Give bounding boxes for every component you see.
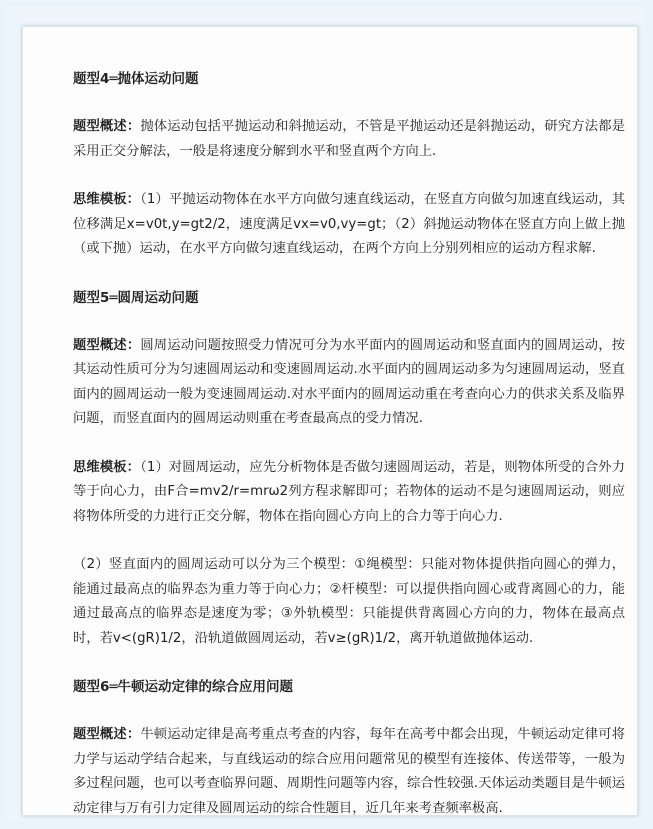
template-text: （1）平抛运动物体在水平方向做匀速直线运动，在竖直方向做匀加速直线运动，其位移满足x=v0t,y=gt2/2，速度满足vx=v0,vy=gt；（2）斜抛运动物体在竖直方向上做上抛（或下抛）运动，在水平方向做匀速直线运动，在两个方向上分别列相应的运动方程求解. bbox=[73, 192, 626, 256]
template-text: （1）对圆周运动，应先分析物体是否做匀速圆周运动，若是，则物体所受的合外力等于向心力，由F合=mv2/r=mrω2列方程求解即可；若物体的运动不是匀速圆周运动，则应将物体所受的力进行正交分解，物体在指向圆心方向上的合力等于向心力. bbox=[73, 459, 626, 524]
template-paragraph-4 bbox=[57, 188, 625, 262]
overview-label: 题型概述： bbox=[73, 337, 141, 353]
overview-text: 抛体运动包括平抛运动和斜抛运动，不管是平抛运动还是斜抛运动，研究方法都是采用正交分解法，一般是将速度分解到水平和竖直两个方向上. bbox=[73, 119, 626, 159]
template-extra-paragraph-5: （2）竖直面内的圆周运动可以分为三个模型：①绳模型：只能对物体提供指向圆心的弹力，能通过最高点的临界态为重力等于向心力；②杆模型：可以提供指向圆心或背离圆心的力，能通过最高点的临界态是速度为零；③外轨模型：只能提供背离圆心方向的力，物体在最高点时，若v<(gR)1/2，沿轨道做圆周运动，若v≥(gR)1/2，离开轨道做抛体运动. bbox=[73, 557, 625, 646]
template-label: 思维模板： bbox=[73, 192, 141, 207]
overview-label: 题型概述： bbox=[73, 727, 141, 742]
section-heading-5: 题型5═圆周运动问题 bbox=[73, 289, 199, 306]
overview-paragraph-4 bbox=[57, 115, 625, 164]
section-heading-6: 题型6═牛顿运动定律的综合应用问题 bbox=[73, 679, 294, 695]
overview-paragraph-6 bbox=[57, 723, 625, 821]
overview-paragraph-5 bbox=[57, 334, 625, 432]
template-paragraph-5 bbox=[57, 456, 625, 530]
overview-text: 圆周运动问题按照受力情况可分为水平面内的圆周运动和竖直面内的圆周运动，按其运动性质可分为匀速圆周运动和变速圆周运动.水平面内的圆周运动多为匀速圆周运动，竖直面内的圆周运动一般为变速圆周运动.对水平面内的圆周运动重在考查向心力的供求关系及临界问题，而竖直面内的圆周运动则重在考查最高点的受力情况. bbox=[73, 337, 626, 426]
template-label: 思维模板： bbox=[73, 459, 141, 475]
overview-label: 题型概述： bbox=[73, 119, 141, 134]
document-page bbox=[22, 26, 638, 816]
overview-text: 牛顿运动定律是高考重点考查的内容，每年在高考中都会出现，牛顿运动定律可将力学与运动学结合起来，与直线运动的综合应用问题常见的模型有连接体、传送带等，一般为多过程问题，也可以考查临界问题、周期性问题等内容，综合性较强.天体运动类题目是牛顿运动定律与万有引力定律及圆周运动的综合性题目，近几年来考查频率极高. bbox=[73, 727, 626, 816]
section-heading-4: 题型4═抛体运动问题 bbox=[73, 71, 199, 87]
document-content bbox=[57, 45, 625, 821]
image-frame bbox=[6, 6, 645, 821]
